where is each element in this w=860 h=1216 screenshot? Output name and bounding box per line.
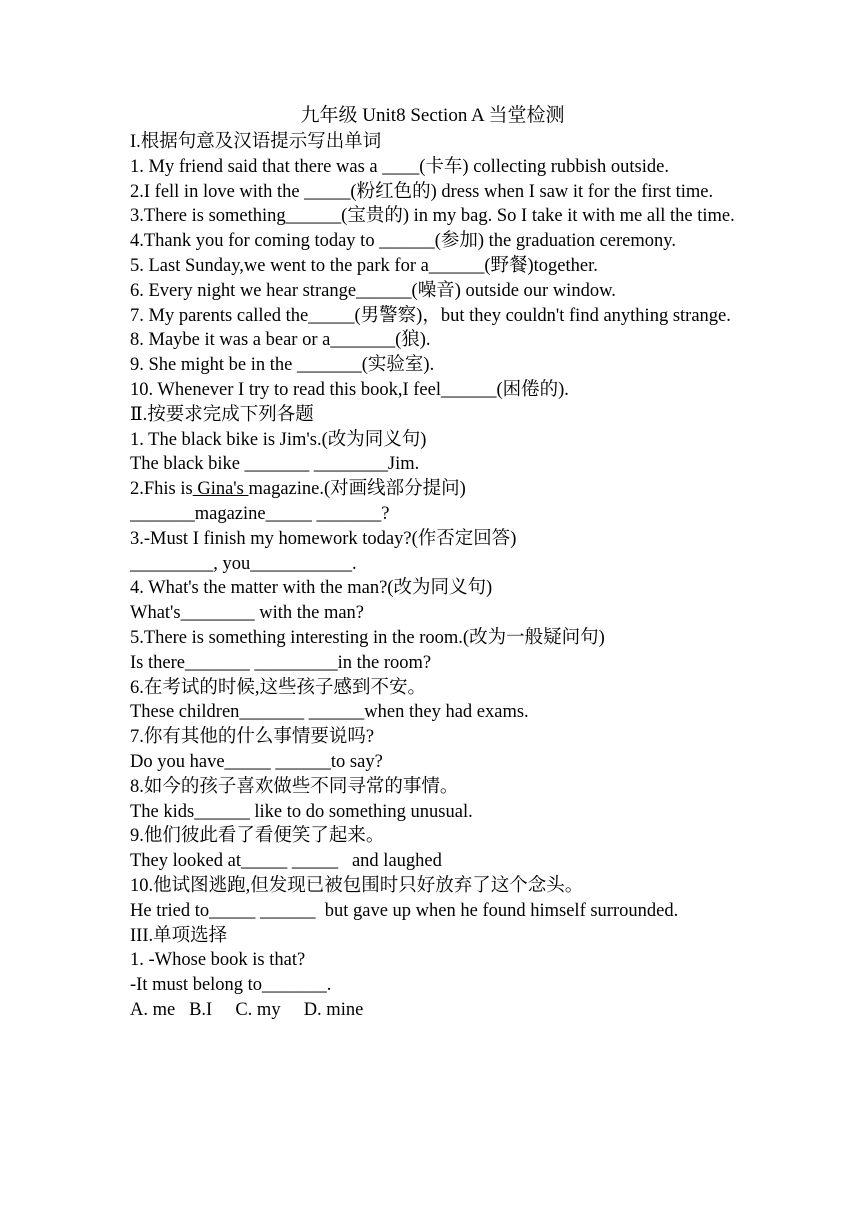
section-1-item-10: 10. Whenever I try to read this book,I feel______(困倦的). [130,379,569,400]
section-2-answer-10: He tried to_____ ______ but gave up when he found himself surrounded. [130,900,679,921]
section-3-question-1: 1. -Whose book is that? [130,950,306,971]
question-2-prefix: 2.Fhis is [130,479,193,500]
section-3-question-1-stem: -It must belong to_______. [130,975,332,996]
section-1-item-9: 9. She might be in the _______(实验室). [130,355,435,376]
section-2-question-1: 1. The black bike is Jim's.(改为同义句) [130,429,427,450]
section-2-heading: Ⅱ.按要求完成下列各题 [130,404,314,425]
section-2-question-2 [130,477,735,502]
section-3-options: A. me B.I C. my D. mine [130,999,364,1020]
section-2-question-7: 7.你有其他的什么事情要说吗? [130,727,375,748]
section-2-answer-3: _________, you___________. [130,553,357,574]
worksheet-page [130,103,735,1023]
underlined-phrase: Gina's [192,479,249,500]
section-2-question-3: 3.-Must I finish my homework today?(作否定回答) [130,528,517,549]
section-1-item-3: 3.There is something______(宝贵的) in my bag. So I take it with me all the time. [130,206,735,227]
section-2-question-5: 5.There is something interesting in the room.(改为一般疑问句) [130,627,605,648]
section-2-question-8: 8.如今的孩子喜欢做些不同寻常的事情。 [130,776,459,797]
section-2-answer-4: What's________ with the man? [130,603,365,624]
section-2-answer-1: The black bike _______ ________Jim. [130,454,420,475]
section-3-heading: III.单项选择 [130,925,228,946]
section-2-question-9: 9.他们彼此看了看便笑了起来。 [130,826,385,847]
section-2-answer-2: _______magazine_____ _______? [130,503,390,524]
section-1-item-4: 4.Thank you for coming today to ______(参加) the graduation ceremony. [130,231,676,252]
section-2-question-6: 6.在考试的时候,这些孩子感到不安。 [130,677,427,698]
section-2-answer-9: They looked at_____ _____ and laughed [130,851,442,872]
page-title: 九年级 Unit8 Section A 当堂检测 [300,105,565,126]
section-1-item-5: 5. Last Sunday,we went to the park for a______(野餐)together. [130,255,598,276]
section-2-answer-6: These children_______ ______when they had exams. [130,702,529,723]
section-1-item-1: 1. My friend said that there was a ____(卡车) collecting rubbish outside. [130,156,669,177]
section-1-item-7: 7. My parents called the_____(男警察)，but they couldn't find anything strange. [130,305,731,326]
question-2-suffix: magazine.(对画线部分提问) [248,479,466,500]
section-2-answer-5: Is there_______ _________in the room? [130,652,432,673]
section-1-item-6: 6. Every night we hear strange______(噪音) outside our window. [130,280,616,301]
section-1-item-2: 2.I fell in love with the _____(粉红色的) dress when I saw it for the first time. [130,181,714,202]
section-1-item-8: 8. Maybe it was a bear or a_______(狼). [130,330,431,351]
section-1-heading: I.根据句意及汉语提示写出单词 [130,132,382,152]
section-2-question-4: 4. What's the matter with the man?(改为同义句) [130,578,493,599]
section-2-answer-7: Do you have_____ ______to say? [130,751,383,772]
section-2-question-10: 10.他试图逃跑,但发现已被包围时只好放弃了这个念头。 [130,875,584,896]
section-2-answer-8: The kids______ like to do something unusual. [130,801,473,822]
